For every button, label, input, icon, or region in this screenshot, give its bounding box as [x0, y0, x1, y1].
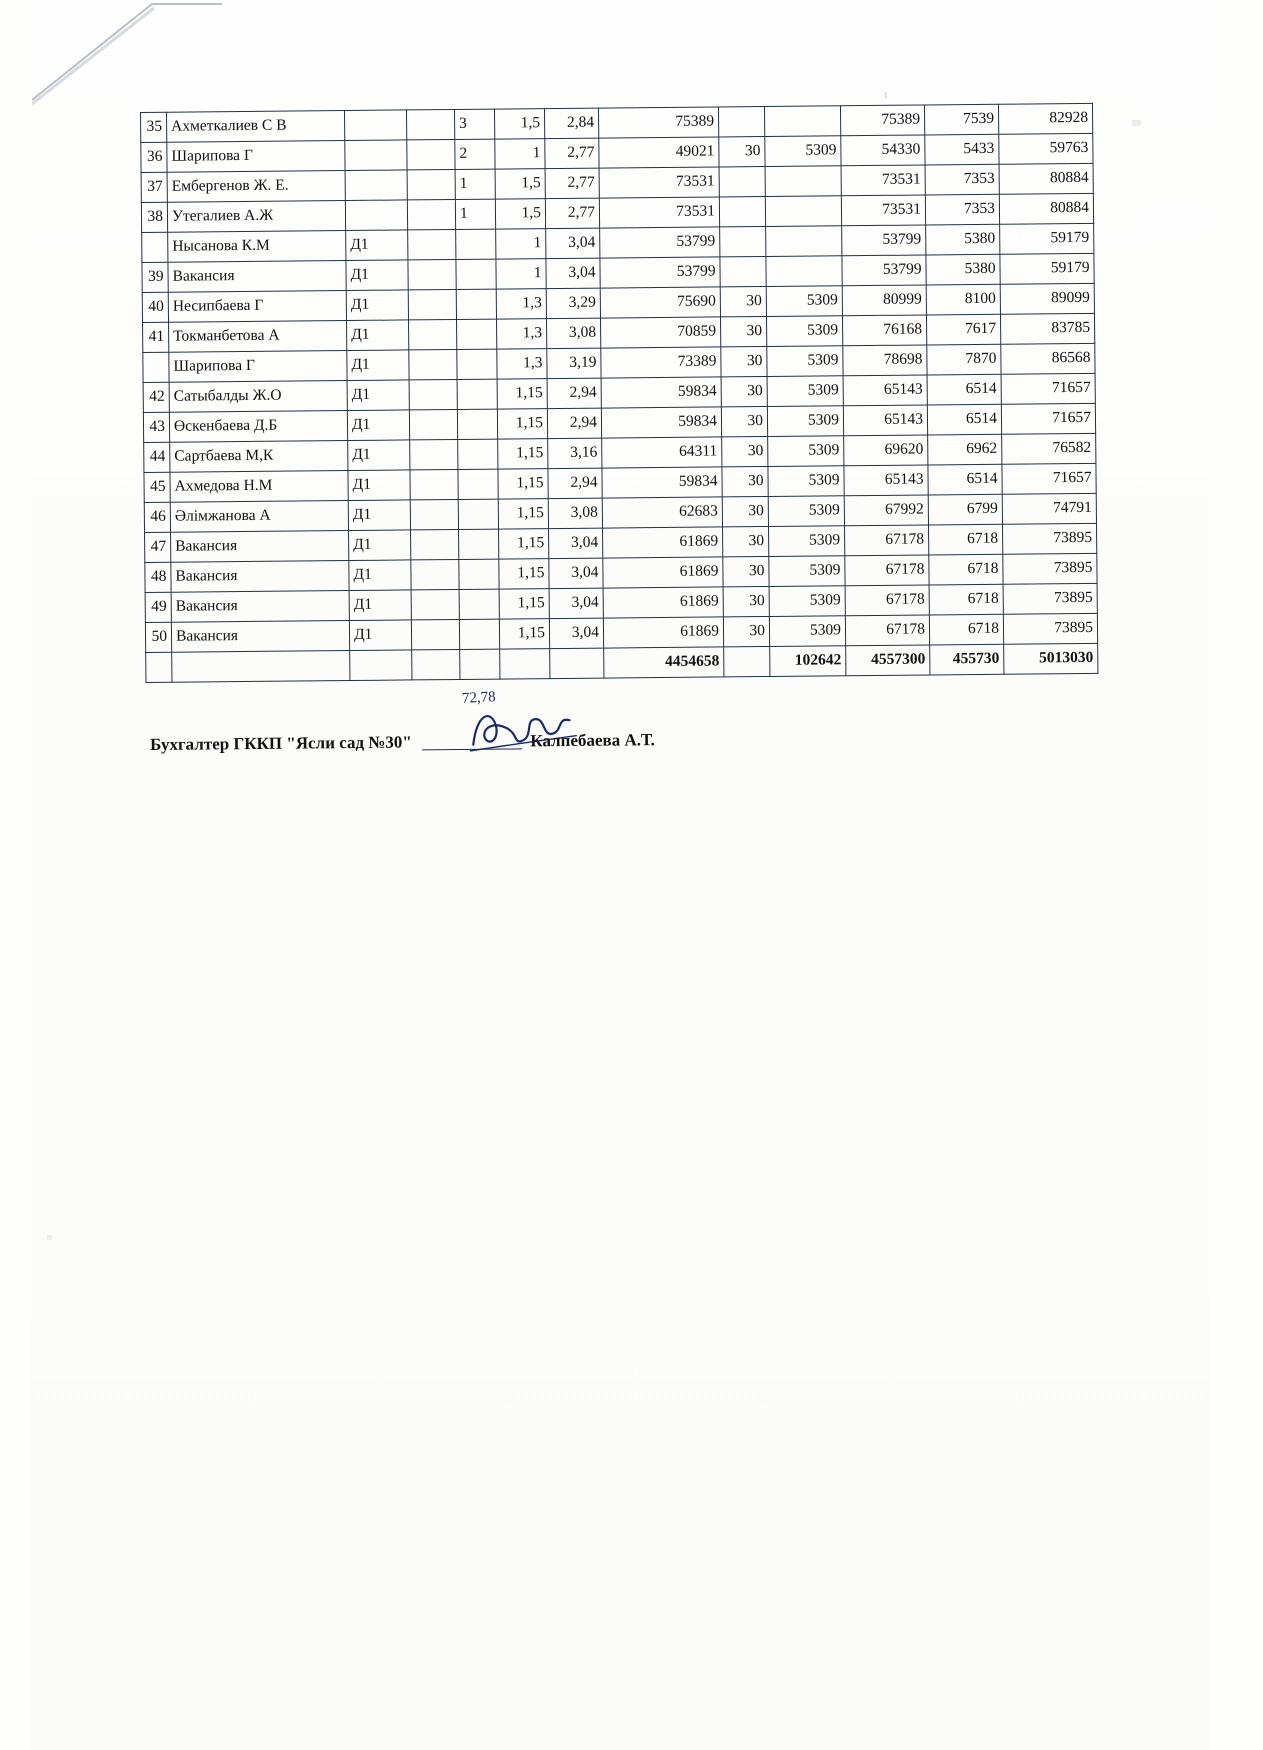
cell-add: 5309 — [768, 436, 844, 467]
total-cell-num — [146, 652, 172, 682]
cell-pct — [719, 167, 765, 197]
total-cell-total2: 455730 — [930, 644, 1004, 675]
cell-count — [459, 559, 499, 589]
cell-blank — [407, 139, 455, 169]
cell-count — [456, 259, 496, 289]
cell-rate: 1,5 — [495, 199, 545, 229]
cell-pct: 30 — [720, 286, 766, 316]
scan-artifact-speck — [1132, 120, 1141, 126]
cell-coef: 2,77 — [545, 138, 599, 169]
cell-name: Токманбетова А — [169, 321, 347, 353]
cell-coef: 3,19 — [547, 348, 601, 379]
cell-name: Сатыбалды Ж.О — [169, 381, 347, 413]
cell-add: 5309 — [769, 616, 845, 647]
cell-coef: 3,16 — [548, 438, 602, 469]
cell-salary: 59834 — [602, 467, 722, 498]
total-cell-coef — [550, 648, 604, 679]
cell-count — [457, 319, 497, 349]
cell-salary: 75389 — [598, 107, 718, 138]
cell-blank — [410, 469, 458, 499]
cell-blank — [408, 289, 456, 319]
cell-add: 5309 — [765, 136, 841, 167]
cell-total1: 53799 — [842, 225, 926, 256]
cell-blank — [410, 439, 458, 469]
cell-total2: 7353 — [925, 194, 999, 225]
cell-rate: 1,15 — [497, 379, 547, 409]
cell-add — [766, 226, 842, 257]
cell-add — [764, 106, 840, 137]
cell-blank — [406, 109, 454, 139]
cell-num: 46 — [144, 502, 170, 532]
cell-total3: 59179 — [1000, 223, 1094, 254]
cell-count: 2 — [455, 139, 495, 169]
total-cell-add: 102642 — [770, 646, 846, 677]
cell-total3: 82928 — [998, 103, 1092, 134]
cell-name: Вакансия — [171, 621, 349, 653]
cell-salary: 49021 — [599, 137, 719, 168]
cell-blank — [409, 319, 457, 349]
cell-rate: 1,15 — [498, 469, 548, 499]
cell-salary: 59834 — [601, 377, 721, 408]
cell-total1: 73531 — [841, 165, 925, 196]
cell-total2: 6514 — [927, 404, 1001, 435]
cell-count — [457, 379, 497, 409]
payroll-table-container — [140, 109, 1094, 683]
cell-rate: 1,5 — [495, 169, 545, 199]
cell-coef: 2,94 — [547, 408, 601, 439]
cell-pct: 30 — [723, 556, 769, 586]
cell-total2: 5433 — [925, 134, 999, 165]
cell-total3: 74791 — [1002, 493, 1096, 524]
cell-rate: 1,3 — [497, 349, 547, 379]
cell-add — [765, 166, 841, 197]
cell-total1: 69620 — [844, 435, 928, 466]
cell-name: Ахметкалиев С В — [167, 111, 345, 143]
cell-cat: Д1 — [347, 320, 409, 351]
cell-salary: 61869 — [603, 527, 723, 558]
total-cell-salary: 4454658 — [604, 647, 724, 678]
cell-coef: 2,77 — [545, 168, 599, 199]
cell-name: Утегалиев А.Ж — [167, 201, 345, 233]
cell-cat: Д1 — [349, 590, 411, 621]
cell-rate: 1,15 — [499, 589, 549, 619]
cell-salary: 73531 — [599, 197, 719, 228]
cell-total3: 73895 — [1003, 553, 1097, 584]
cell-blank — [407, 169, 455, 199]
cell-salary: 62683 — [602, 497, 722, 528]
cell-cat — [344, 110, 406, 141]
cell-num: 36 — [141, 142, 167, 172]
cell-num: 43 — [143, 412, 169, 442]
cell-num: 50 — [145, 622, 171, 652]
total-cell-blank — [412, 649, 460, 679]
cell-salary: 64311 — [602, 437, 722, 468]
cell-total1: 75389 — [840, 105, 924, 136]
cell-coef: 3,29 — [546, 288, 600, 319]
cell-salary: 61869 — [603, 587, 723, 618]
cell-total3: 71657 — [1002, 463, 1096, 494]
cell-total1: 67178 — [845, 525, 929, 556]
cell-total1: 53799 — [842, 255, 926, 286]
cell-total1: 73531 — [841, 195, 925, 226]
cell-total3: 73895 — [1002, 523, 1096, 554]
cell-cat: Д1 — [349, 560, 411, 591]
cell-name: Сартбаева М,К — [170, 441, 348, 473]
cell-cat: Д1 — [347, 350, 409, 381]
cell-total2: 7870 — [927, 344, 1001, 375]
cell-name: Вакансия — [168, 261, 346, 293]
cell-blank — [411, 529, 459, 559]
cell-add: 5309 — [768, 466, 844, 497]
cell-total2: 6514 — [928, 464, 1002, 495]
cell-count — [458, 469, 498, 499]
total-cell-cat — [350, 650, 412, 681]
cell-name: Шарипова Г — [167, 141, 345, 173]
cell-cat: Д1 — [347, 410, 409, 441]
cell-pct: 30 — [722, 496, 768, 526]
cell-total1: 76168 — [842, 315, 926, 346]
cell-salary: 61869 — [603, 557, 723, 588]
cell-total3: 76582 — [1002, 433, 1096, 464]
cell-pct: 30 — [721, 406, 767, 436]
cell-salary: 59834 — [601, 407, 721, 438]
cell-cat: Д1 — [348, 440, 410, 471]
cell-count — [459, 589, 499, 619]
cell-cat — [345, 140, 407, 171]
cell-add: 5309 — [769, 556, 845, 587]
cell-total2: 8100 — [926, 284, 1000, 315]
cell-salary: 53799 — [600, 257, 720, 288]
cell-name: Әлімжанова А — [170, 501, 348, 533]
cell-num: 38 — [141, 202, 167, 232]
cell-coef: 2,94 — [547, 378, 601, 409]
cell-total3: 80884 — [999, 193, 1093, 224]
cell-coef: 3,04 — [549, 528, 603, 559]
cell-salary: 70859 — [600, 317, 720, 348]
cell-num — [143, 352, 169, 382]
cell-cat — [345, 170, 407, 201]
cell-total1: 80999 — [842, 285, 926, 316]
cell-add: 5309 — [767, 406, 843, 437]
cell-coef: 3,04 — [546, 258, 600, 289]
cell-count — [458, 439, 498, 469]
cell-total3: 73895 — [1003, 613, 1097, 644]
scan-artifact-mark: ı — [884, 86, 888, 101]
cell-total3: 71657 — [1001, 403, 1095, 434]
cell-total2: 7539 — [924, 104, 998, 135]
cell-count: 3 — [454, 109, 494, 139]
cell-total2: 6514 — [927, 374, 1001, 405]
cell-num: 40 — [142, 292, 168, 322]
cell-num: 37 — [141, 172, 167, 202]
cell-coef: 3,08 — [547, 318, 601, 349]
cell-rate: 1,15 — [498, 499, 548, 529]
cell-add: 5309 — [766, 286, 842, 317]
cell-coef: 2,84 — [544, 108, 598, 139]
cell-count — [459, 619, 499, 649]
total-cell-total3: 5013030 — [1004, 643, 1098, 674]
cell-total2: 6718 — [929, 614, 1003, 645]
cell-blank — [409, 349, 457, 379]
cell-total2: 7617 — [926, 314, 1000, 345]
cell-name: Вакансия — [171, 561, 349, 593]
cell-total2: 7353 — [925, 164, 999, 195]
cell-salary: 73389 — [601, 347, 721, 378]
total-cell-name — [172, 651, 350, 683]
cell-pct: 30 — [721, 346, 767, 376]
cell-total2: 6718 — [929, 554, 1003, 585]
cell-count — [457, 409, 497, 439]
cell-total2: 5380 — [926, 224, 1000, 255]
cell-pct: 30 — [723, 616, 769, 646]
cell-rate: 1,3 — [496, 289, 546, 319]
total-cell-pct — [724, 646, 770, 676]
cell-coef: 2,77 — [545, 198, 599, 229]
footer-person-name: Калпебаева А.Т. — [530, 730, 655, 751]
cell-pct: 30 — [723, 526, 769, 556]
cell-num: 45 — [144, 472, 170, 502]
cell-total3: 59179 — [1000, 253, 1094, 284]
cell-total1: 78698 — [843, 345, 927, 376]
cell-coef: 3,04 — [549, 618, 603, 649]
cell-salary: 75690 — [600, 287, 720, 318]
cell-cat: Д1 — [346, 230, 408, 261]
cell-total2: 5380 — [926, 254, 1000, 285]
cell-add: 5309 — [767, 376, 843, 407]
handwritten-total-coefficient: 72,78 — [461, 689, 497, 707]
cell-blank — [411, 589, 459, 619]
cell-name: Өскенбаева Д.Б — [169, 411, 347, 443]
cell-name: Вакансия — [171, 591, 349, 623]
cell-blank — [409, 379, 457, 409]
cell-rate: 1,15 — [499, 619, 549, 649]
scan-artifact-speck-2 — [47, 1235, 52, 1240]
cell-total1: 67178 — [845, 615, 929, 646]
cell-name: Шарипова Г — [169, 351, 347, 383]
cell-count: 1 — [455, 199, 495, 229]
cell-total1: 67992 — [844, 495, 928, 526]
cell-salary: 61869 — [603, 617, 723, 648]
payroll-table — [140, 103, 1098, 683]
cell-pct — [719, 197, 765, 227]
cell-count — [459, 529, 499, 559]
cell-total1: 65143 — [843, 405, 927, 436]
cell-coef: 3,04 — [549, 558, 603, 589]
cell-add — [766, 256, 842, 287]
cell-total1: 65143 — [843, 375, 927, 406]
cell-total2: 6799 — [928, 494, 1002, 525]
cell-pct — [718, 107, 764, 137]
cell-coef: 2,94 — [548, 468, 602, 499]
cell-blank — [408, 259, 456, 289]
cell-num: 47 — [145, 532, 171, 562]
cell-blank — [409, 409, 457, 439]
cell-rate: 1,15 — [497, 409, 547, 439]
cell-total3: 83785 — [1000, 313, 1094, 344]
cell-rate: 1,15 — [499, 559, 549, 589]
cell-count — [458, 499, 498, 529]
cell-cat: Д1 — [347, 380, 409, 411]
cell-total3: 86568 — [1001, 343, 1095, 374]
cell-pct: 30 — [719, 137, 765, 167]
cell-coef: 3,04 — [546, 228, 600, 259]
cell-total1: 67178 — [845, 585, 929, 616]
total-cell-total1: 4557300 — [846, 645, 930, 676]
cell-total2: 6718 — [929, 524, 1003, 555]
cell-pct — [720, 256, 766, 286]
cell-rate: 1 — [496, 229, 546, 259]
cell-salary: 53799 — [600, 227, 720, 258]
footer-role-label: Бухгалтер ГККП "Ясли сад №30" — [150, 732, 412, 754]
cell-rate: 1,3 — [497, 319, 547, 349]
cell-rate: 1,5 — [494, 109, 544, 139]
cell-add: 5309 — [766, 316, 842, 347]
cell-name: Нысанова К.М — [168, 231, 346, 263]
cell-total3: 73895 — [1003, 583, 1097, 614]
cell-pct: 30 — [721, 376, 767, 406]
cell-add — [765, 196, 841, 227]
cell-rate: 1 — [495, 139, 545, 169]
cell-num — [142, 232, 168, 262]
cell-blank — [408, 229, 456, 259]
cell-num: 39 — [142, 262, 168, 292]
cell-salary: 73531 — [599, 167, 719, 198]
cell-add: 5309 — [767, 346, 843, 377]
cell-name: Ахмедова Н.М — [170, 471, 348, 503]
cell-name: Несипбаева Г — [168, 291, 346, 323]
cell-total2: 6962 — [928, 434, 1002, 465]
cell-num: 44 — [144, 442, 170, 472]
cell-total2: 6718 — [929, 584, 1003, 615]
cell-num: 35 — [141, 112, 167, 142]
cell-blank — [411, 559, 459, 589]
cell-total3: 80884 — [999, 163, 1093, 194]
cell-blank — [407, 199, 455, 229]
cell-total1: 67178 — [845, 555, 929, 586]
cell-num: 41 — [143, 322, 169, 352]
cell-coef: 3,04 — [549, 588, 603, 619]
cell-count — [457, 349, 497, 379]
cell-rate: 1,15 — [499, 529, 549, 559]
cell-num: 49 — [145, 592, 171, 622]
cell-total1: 65143 — [844, 465, 928, 496]
cell-coef: 3,08 — [548, 498, 602, 529]
cell-add: 5309 — [769, 526, 845, 557]
cell-total3: 59763 — [999, 133, 1093, 164]
cell-cat: Д1 — [348, 500, 410, 531]
cell-cat: Д1 — [348, 470, 410, 501]
total-cell-rate — [500, 649, 550, 679]
cell-num: 48 — [145, 562, 171, 592]
cell-blank — [411, 619, 459, 649]
cell-total3: 89099 — [1000, 283, 1094, 314]
cell-cat — [345, 200, 407, 231]
cell-cat: Д1 — [346, 260, 408, 291]
cell-total1: 54330 — [841, 135, 925, 166]
cell-count — [456, 229, 496, 259]
cell-name: Ембергенов Ж. Е. — [167, 171, 345, 203]
page-corner-fold — [32, 0, 222, 110]
cell-pct — [720, 226, 766, 256]
cell-add: 5309 — [768, 496, 844, 527]
cell-pct: 30 — [723, 586, 769, 616]
cell-count — [456, 289, 496, 319]
cell-rate: 1 — [496, 259, 546, 289]
cell-count: 1 — [455, 169, 495, 199]
total-cell-count — [460, 649, 500, 679]
cell-blank — [410, 499, 458, 529]
cell-cat: Д1 — [346, 290, 408, 321]
cell-add: 5309 — [769, 586, 845, 617]
cell-name: Вакансия — [171, 531, 349, 563]
cell-num: 42 — [143, 382, 169, 412]
cell-rate: 1,15 — [498, 439, 548, 469]
cell-pct: 30 — [722, 466, 768, 496]
payroll-table-body — [141, 103, 1098, 682]
cell-cat: Д1 — [349, 530, 411, 561]
cell-pct: 30 — [720, 316, 766, 346]
cell-pct: 30 — [722, 436, 768, 466]
cell-total3: 71657 — [1001, 373, 1095, 404]
cell-cat: Д1 — [349, 620, 411, 651]
